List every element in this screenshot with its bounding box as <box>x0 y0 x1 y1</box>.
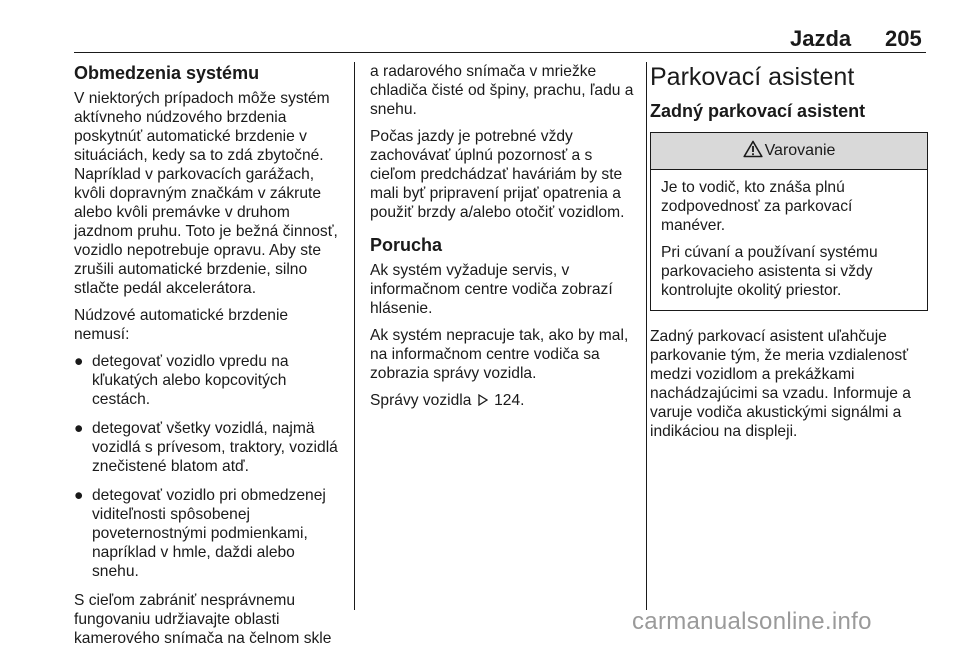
warning-paragraph: Je to vodič, kto znáša plnú zodpovednosť za parkovací manéver. <box>661 179 853 234</box>
paragraph: Počas jazdy je potrebné vždy zachovávať úplnú pozornosť a s cieľom predchádzať haváriám by ste mali byť pripravení prijať opatrenia a použiť brzdy a/alebo otočiť vozidlom. <box>370 128 625 221</box>
bullet-icon: ● <box>74 420 84 437</box>
column-left <box>74 62 344 656</box>
list-item <box>74 352 344 409</box>
section-title: Jazda <box>790 26 852 51</box>
reference-page: 124. <box>494 392 525 409</box>
list-item-text: detegovať všetky vozidlá, najmä vozidlá s prívesom, traktory, vozidlá znečistené blatom atď. <box>92 420 338 475</box>
warning-body <box>651 170 927 310</box>
cross-reference <box>370 391 642 410</box>
page-header <box>0 0 960 50</box>
heading-fault: Porucha <box>370 235 443 255</box>
warning-paragraph: Pri cúvaní a používaní systému parkovacieho asistenta si vždy kontrolujte okolitý priestor. <box>661 244 878 299</box>
watermark: carmanualsonline.info <box>632 608 872 635</box>
bullet-list <box>74 352 344 581</box>
warning-triangle-icon <box>743 136 763 172</box>
header-rule <box>74 52 926 53</box>
list-item-text: detegovať vozidlo vpredu na kľukatých alebo kopcovitých cestách. <box>92 353 289 408</box>
page-number: 205 <box>885 26 922 51</box>
bullet-icon: ● <box>74 487 84 504</box>
paragraph: a radarového snímača v mriežke chladiča čisté od špiny, prachu, ľadu a snehu. <box>370 63 634 118</box>
paragraph: Zadný parkovací asistent uľahčuje parkovanie tým, že meria vzdialenosť medzi vozidlom a prekážkami nachádzajúcimi sa vzadu. Informuje a varuje vodiča akustickými signálmi a indikáciou na displeji. <box>650 328 911 440</box>
section-heading-parking-assist: Parkovací asistent <box>650 63 855 91</box>
reference-text: Správy vozidla <box>370 392 472 409</box>
paragraph: Ak systém vyžaduje servis, v informačnom centre vodiča zobrazí hlásenie. <box>370 262 613 317</box>
paragraph: Ak systém nepracuje tak, ako by mal, na informačnom centre vodiča sa zobrazia správy vozidla. <box>370 327 629 382</box>
column-middle <box>370 62 642 418</box>
bullet-icon: ● <box>74 353 84 370</box>
warning-label: Varovanie <box>764 142 836 159</box>
list-item <box>74 486 344 581</box>
reference-arrow-icon <box>476 392 490 409</box>
column-divider-right <box>646 62 647 610</box>
paragraph: Núdzové automatické brzdenie nemusí: <box>74 307 289 343</box>
column-divider-left <box>354 62 355 610</box>
paragraph: V niektorých prípadoch môže systém aktívneho núdzového brzdenia poskytnúť automatické brzdenie v situáciách, kedy sa to zdá zbytočné. Napríklad v parkovacích garážach, kvôli dopravným značkám v zákrute alebo kvôli premávke v druhom jazdnom pruhu. Toto je bežná činnosť, vozidlo nepotrebuje opravu. Aby ste zrušili automatické brzdenie, silno stlačte pedál akcelerátora. <box>74 90 338 297</box>
subheading-rear-parking-assist: Zadný parkovací asistent <box>650 101 866 121</box>
column-right <box>650 62 928 449</box>
warning-header <box>651 133 927 170</box>
list-item-text: detegovať vozidlo pri obmedzenej viditeľnosti spôsobenej poveternostnými podmienkami, napríklad v hmle, daždi alebo snehu. <box>92 487 326 580</box>
heading-system-limits: Obmedzenia systému <box>74 63 260 83</box>
list-item <box>74 419 344 476</box>
paragraph: S cieľom zabrániť nesprávnemu fungovaniu udržiavajte oblasti kamerového snímača na čelnom skle <box>74 592 332 647</box>
warning-box <box>650 132 928 311</box>
